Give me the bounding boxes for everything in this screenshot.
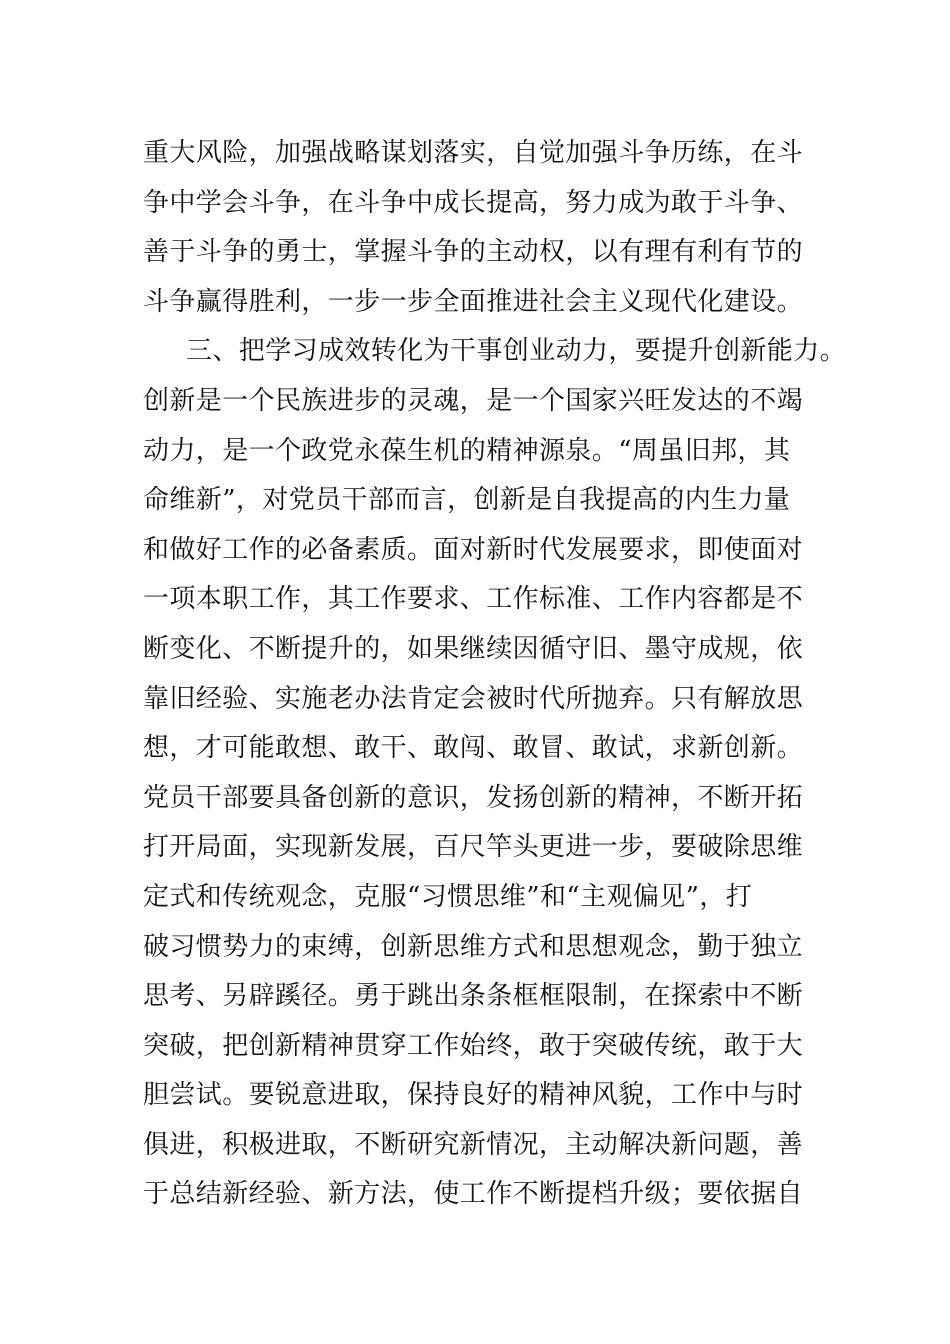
text-line-13: 想，才可能敢想、敢干、敢闯、敢冒、敢试，求新创新。 bbox=[143, 733, 804, 764]
text-line-8: 命维新”，对党员干部而言，创新是自我提高的内生力量 bbox=[143, 485, 791, 516]
text-line-18: 思考、另辟蹊径。勇于跳出条条框框限制，在探索中不断 bbox=[143, 981, 804, 1012]
text-line-14: 党员干部要具备创新的意识，发扬创新的精神，不断开拓 bbox=[143, 782, 804, 813]
text-line-1: 重大风险，加强战略谋划落实，自觉加强斗争历练，在斗 bbox=[143, 138, 804, 168]
text-line-6: 创新是一个民族进步的灵魂，是一个国家兴旺发达的不竭 bbox=[143, 385, 804, 416]
text-line-12: 靠旧经验、实施老办法肯定会被时代所抛弃。只有解放思 bbox=[143, 683, 804, 714]
text-line-19: 突破，把创新精神贯穿工作始终，敢于突破传统，敢于大 bbox=[143, 1030, 804, 1061]
text-line-11: 断变化、不断提升的，如果继续因循守旧、墨守成规，依 bbox=[143, 633, 804, 664]
text-line-4: 斗争赢得胜利，一步一步全面推进社会主义现代化建设。 bbox=[143, 286, 804, 317]
text-line-16: 定式和传统观念，克服“习惯思维”和“主观偏见”，打 bbox=[143, 881, 753, 912]
text-line-17: 破习惯势力的束缚，创新思维方式和思想观念，勤于独立 bbox=[143, 931, 804, 962]
text-line-10: 一项本职工作，其工作要求、工作标准、工作内容都是不 bbox=[143, 584, 804, 615]
text-line-15: 打开局面，实现新发展，百尺竿头更进一步，要破除思维 bbox=[143, 832, 804, 863]
text-line-20: 胆尝试。要锐意进取，保持良好的精神风貌，工作中与时 bbox=[143, 1080, 804, 1111]
text-line-21: 俱进，积极进取，不断研究新情况，主动解决新问题，善 bbox=[143, 1129, 804, 1160]
text-line-2: 争中学会斗争，在斗争中成长提高，努力成为敢于斗争、 bbox=[143, 187, 804, 218]
text-line-22: 于总结新经验、新方法，使工作不断提档升级；要依据自 bbox=[143, 1179, 804, 1210]
text-line-7: 动力，是一个政党永葆生机的精神源泉。“周虽旧邦，其 bbox=[143, 435, 791, 466]
text-line-3: 善于斗争的勇士，掌握斗争的主动权，以有理有利有节的 bbox=[143, 237, 804, 268]
text-line-9: 和做好工作的必备素质。面对新时代发展要求，即使面对 bbox=[143, 534, 804, 565]
body-text bbox=[143, 129, 847, 1220]
section-heading-line: 三、把学习成效转化为干事创业动力，要提升创新能力。 bbox=[186, 336, 847, 367]
